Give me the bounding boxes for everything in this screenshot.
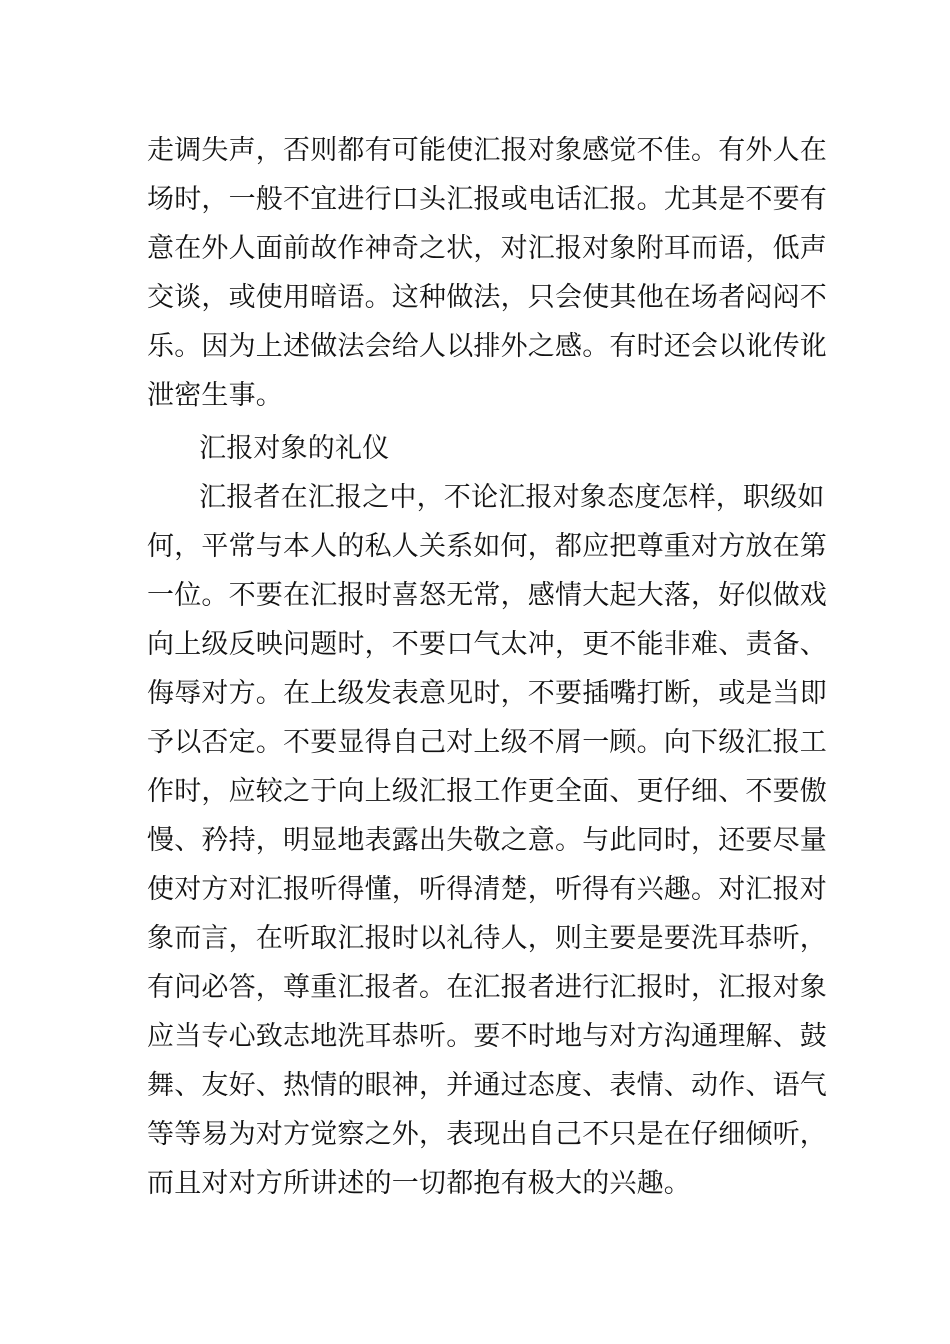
- paragraph-line: 使对方对汇报听得懂，听得清楚，听得有兴趣。对汇报对: [147, 874, 827, 905]
- paragraph-line: 慢、矜持，明显地表露出失敬之意。与此同时，还要尽量: [147, 825, 827, 856]
- paragraph-line: 交谈，或使用暗语。这种做法，只会使其他在场者闷闷不: [147, 282, 827, 313]
- section-heading: 汇报对象的礼仪: [199, 433, 390, 464]
- paragraph-line: 意在外人面前故作神奇之状，对汇报对象附耳而语，低声: [147, 233, 827, 264]
- paragraph-line: 而且对对方所讲述的一切都抱有极大的兴趣。: [147, 1168, 691, 1199]
- paragraph-line: 作时，应较之于向上级汇报工作更全面、更仔细、不要傲: [147, 776, 827, 807]
- paragraph-line: 向上级反映问题时，不要口气太冲，更不能非难、责备、: [147, 629, 827, 660]
- paragraph-line: 予以否定。不要显得自己对上级不屑一顾。向下级汇报工: [147, 727, 827, 758]
- paragraph-line: 一位。不要在汇报时喜怒无常，感情大起大落，好似做戏: [147, 580, 827, 611]
- paragraph-line: 象而言，在听取汇报时以礼待人，则主要是要洗耳恭听，: [147, 923, 827, 954]
- paragraph-line: 何，平常与本人的私人关系如何，都应把尊重对方放在第: [147, 531, 827, 562]
- paragraph-line: 侮辱对方。在上级发表意见时，不要插嘴打断，或是当即: [147, 678, 827, 709]
- paragraph-line: 汇报者在汇报之中，不论汇报对象态度怎样，职级如: [199, 482, 825, 513]
- paragraph-line: 舞、友好、热情的眼神，并通过态度、表情、动作、语气: [147, 1070, 827, 1101]
- paragraph-line: 应当专心致志地洗耳恭听。要不时地与对方沟通理解、鼓: [147, 1021, 827, 1052]
- paragraph-line: 等等易为对方觉察之外，表现出自己不只是在仔细倾听，: [147, 1119, 827, 1150]
- paragraph-line: 泄密生事。: [147, 380, 283, 411]
- paragraph-line: 乐。因为上述做法会给人以排外之感。有时还会以讹传讹: [147, 331, 827, 362]
- paragraph-line: 场时，一般不宜进行口头汇报或电话汇报。尤其是不要有: [147, 184, 827, 215]
- continued-paragraph: [147, 126, 827, 420]
- main-section: [147, 424, 827, 1208]
- paragraph-line: 走调失声，否则都有可能使汇报对象感觉不佳。有外人在: [147, 135, 827, 166]
- paragraph-line: 有问必答，尊重汇报者。在汇报者进行汇报时，汇报对象: [147, 972, 827, 1003]
